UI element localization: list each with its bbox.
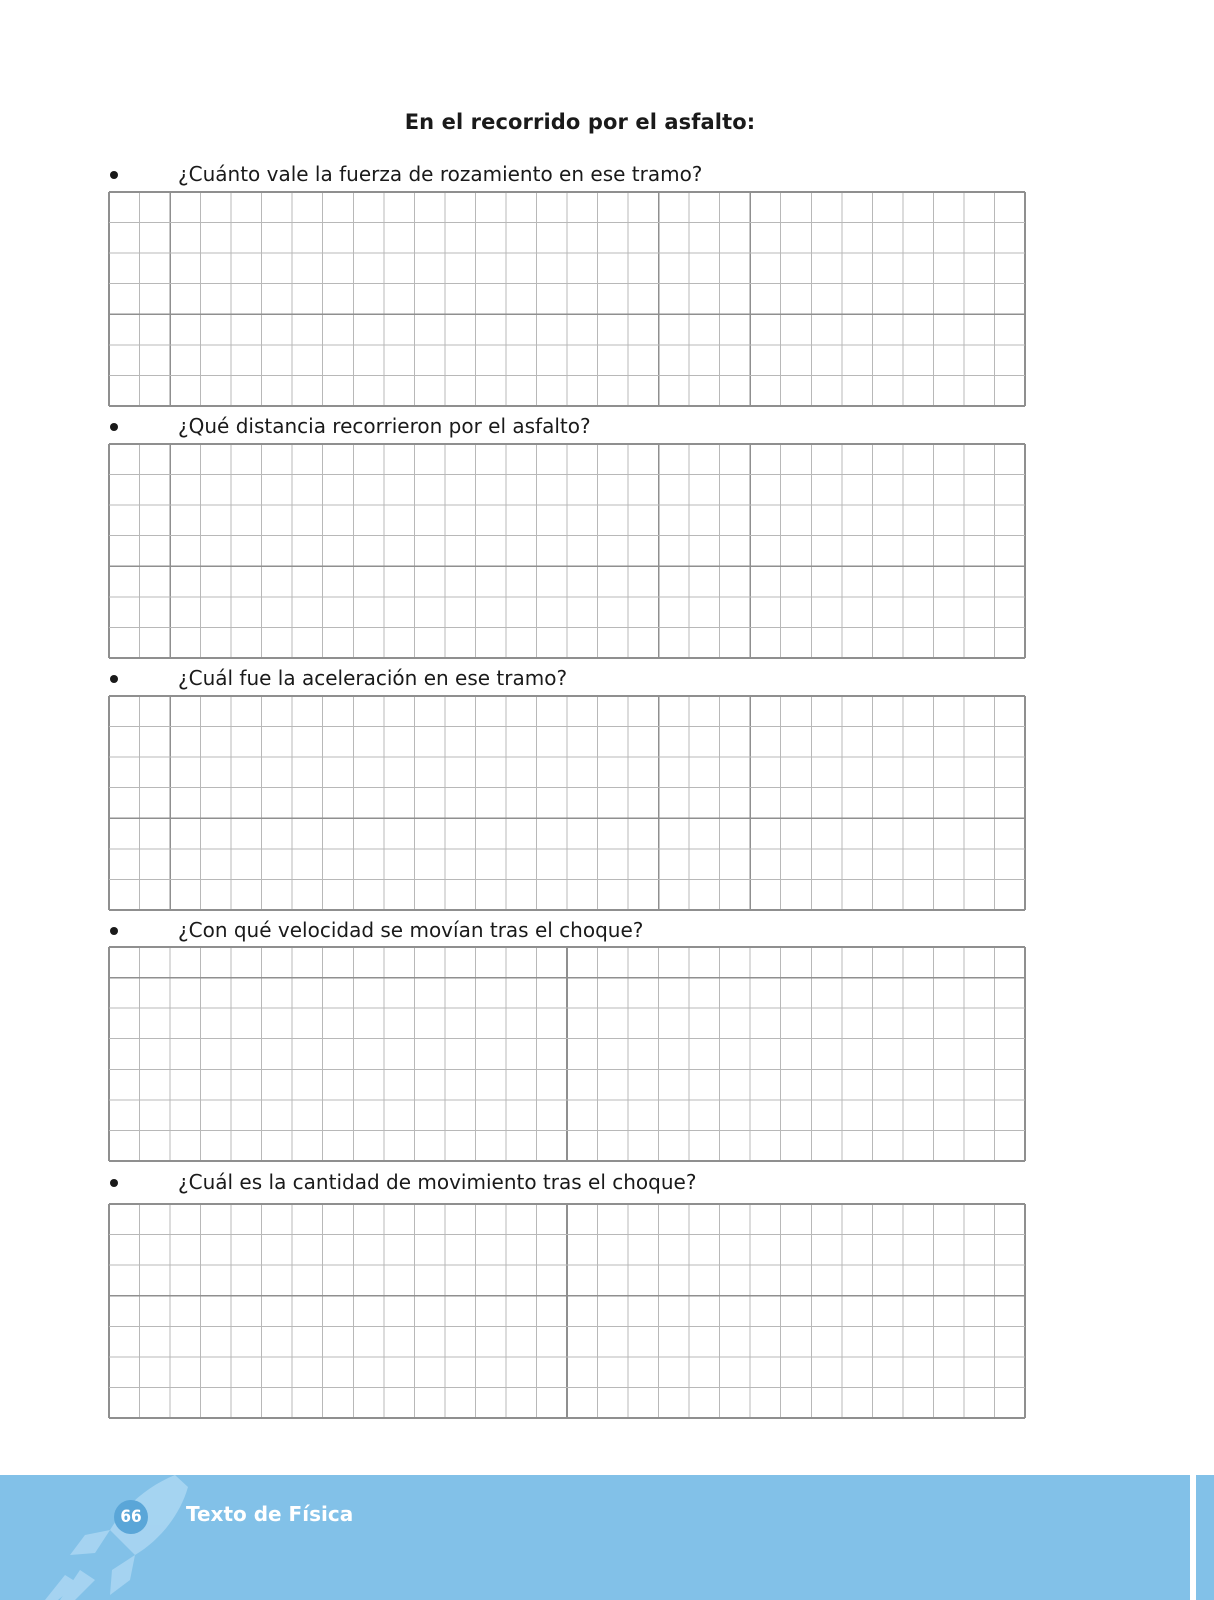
page-number-badge: 66 <box>114 1500 148 1534</box>
question-text: ¿Cuál fue la aceleración en ese tramo? <box>178 666 568 690</box>
bullet-icon <box>110 675 118 683</box>
answer-grid[interactable] <box>108 1203 1026 1419</box>
bullet-icon <box>110 171 118 179</box>
answer-grid[interactable] <box>108 946 1026 1162</box>
rocket-icon <box>40 1475 190 1600</box>
answer-grid[interactable] <box>108 191 1026 407</box>
question-item <box>108 410 1048 442</box>
answer-grid[interactable] <box>108 443 1026 659</box>
bullet-icon <box>110 927 118 935</box>
book-title: Texto de Física <box>186 1502 354 1526</box>
bullet-icon <box>110 1179 118 1187</box>
question-text: ¿Con qué velocidad se movían tras el choque? <box>178 918 644 942</box>
question-item <box>108 1166 1048 1198</box>
bullet-icon <box>110 423 118 431</box>
question-text: ¿Cuál es la cantidad de movimiento tras el choque? <box>178 1170 697 1194</box>
question-text: ¿Cuánto vale la fuerza de rozamiento en ese tramo? <box>178 162 703 186</box>
question-item <box>108 662 1048 694</box>
question-text: ¿Qué distancia recorrieron por el asfalto? <box>178 414 591 438</box>
page-title: En el recorrido por el asfalto: <box>404 110 756 134</box>
question-item <box>108 914 1048 946</box>
answer-grid[interactable] <box>108 695 1026 911</box>
footer-side-strip <box>1196 1475 1214 1600</box>
question-item <box>108 158 1048 190</box>
